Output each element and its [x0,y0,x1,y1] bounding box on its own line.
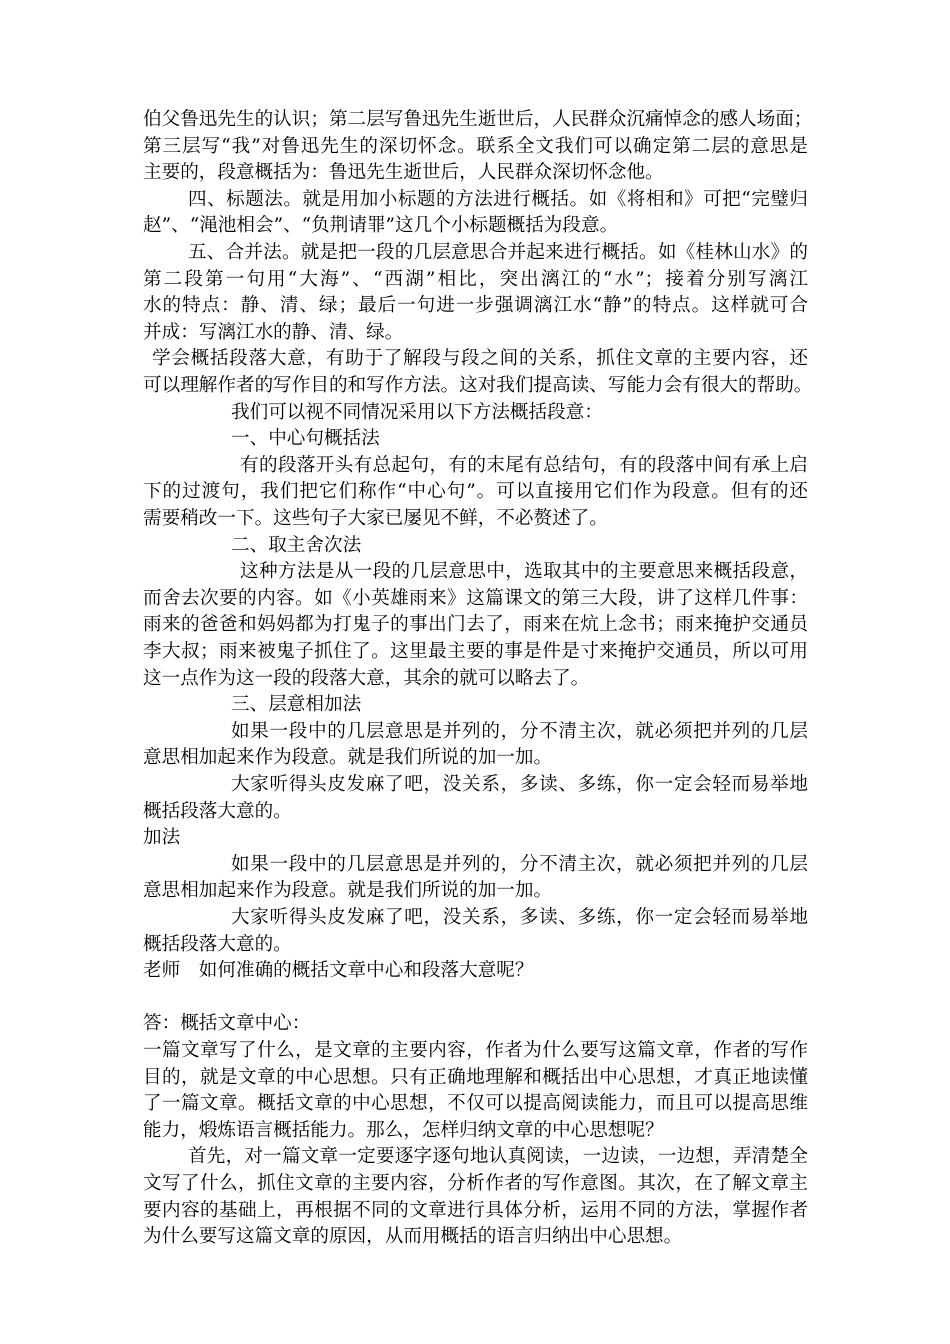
text-line: 这一点作为这一段的段落大意，其余的就可以略去了。 [143,667,590,689]
text-line: 意思相加起来作为段意。就是我们所说的加一加。 [143,747,553,769]
text-line: 概括段落大意的。 [143,800,292,822]
text-line: 大家听得头皮发麻了吧，没关系，多读、多练，你一定会轻而易举地 [231,774,808,795]
text-line: 一、中心句概括法 [231,428,380,450]
text-line: 目的，就是文章的中心思想。只有正确地理解和概括出中心思想，才真正地读懂 [143,1066,808,1088]
text-line: 大家听得头皮发麻了吧，没关系，多读、多练，你一定会轻而易举地 [231,907,808,928]
text-line: 为什么要写这篇文章的原因，从而用概括的语言归纳出中心思想。 [143,1226,683,1248]
text-line: 如果一段中的几层意思是并列的，分不清主次，就必须把并列的几层 [231,853,808,875]
text-line: 五、合并法。就是把一段的几层意思合并起来进行概括。如《桂林山水》的 [188,242,808,263]
text-line: 水的特点：静、清、绿；最后一句进一步强调漓江水“静”的特点。这样就可合 [143,295,808,317]
text-line: 首先，对一篇文章一定要逐字逐句地认真阅读，一边读，一边想，弄清楚全 [188,1146,808,1168]
text-line: 需要稍改一下。这些句子大家已屡见不鲜，不必赘述了。 [143,508,608,529]
text-line: 三、层意相加法 [231,694,362,716]
text-line: 李大叔；雨来被鬼子抓住了。这里最主要的事是件是寸来掩护交通员，所以可用 [143,641,808,662]
text-line: 二、取主舍次法 [231,534,362,556]
text-line: 概括段落大意的。 [143,933,292,955]
text-line: 要内容的基础上，再根据不同的文章进行具体分析，运用不同的方法，掌握作者 [143,1199,808,1221]
text-line: 加法 [143,827,181,849]
text-line: 如果一段中的几层意思是并列的，分不清主次，就必须把并列的几层 [231,720,808,742]
text-line: 可以理解作者的写作目的和写作方法。这对我们提高读、写能力会有很大的帮助。 [143,375,813,396]
text-line: 有的段落开头有总起句，有的末尾有总结句，有的段落中间有承上启 [240,454,808,476]
text-line: 下的过渡句，我们把它们称作“中心句”。可以直接用它们作为段意。但有的还 [143,481,808,503]
text-line: 而舍去次要的内容。如《小英雄雨来》这篇课文的第三大段，讲了这样几件事： [143,587,808,609]
text-line: 老师 如何准确的概括文章中心和段落大意呢？ [143,960,534,982]
text-line: 了一篇文章。概括文章的中心思想，不仅可以提高阅读能力，而且可以提高思维 [143,1093,808,1115]
text-line: 第二段第一句用“大海”、“西湖”相比，突出漓江的“水”；接着分别写漓江 [143,268,808,290]
text-line: 能力，煅炼语言概括能力。那么，怎样归纳文章的中心思想呢？ [143,1119,664,1141]
text-line: 赵”、“渑池相会”、“负荆请罪”这几个小标题概括为段意。 [143,215,619,237]
text-line: 意思相加起来作为段意。就是我们所说的加一加。 [143,880,553,902]
text-line [143,985,808,1011]
text-line: 伯父鲁迅先生的认识；第二层写鲁迅先生逝世后，人民群众沉痛悼念的感人场面； [143,109,813,130]
text-line: 并成：写漓江水的静、清、绿。 [143,321,404,343]
text-line: 主要的，段意概括为：鲁迅先生逝世后，人民群众深切怀念他。 [143,162,664,184]
text-line: 我们可以视不同情况采用以下方法概括段意： [231,401,603,423]
text-line: 这种方法是从一段的几层意思中，选取其中的主要意思来概括段意， [240,561,808,583]
text-line: 答：概括文章中心： [143,1013,311,1035]
text-line: 一篇文章写了什么，是文章的主要内容，作者为什么要写这篇文章，作者的写作 [143,1040,808,1061]
text-line: 学会概括段落大意，有助于了解段与段之间的关系，抓住文章的主要内容，还 [152,348,808,370]
text-line: 文写了什么，抓住文章的主要内容，分析作者的写作意图。其次，在了解文章主 [143,1173,808,1194]
text-line: 第三层写“我”对鲁迅先生的深切怀念。联系全文我们可以确定第二层的意思是 [143,135,808,157]
text-line: 雨来的爸爸和妈妈都为打鬼子的事出门去了，雨来在炕上念书；雨来掩护交通员 [143,614,808,636]
text-line: 四、标题法。就是用加小标题的方法进行概括。如《将相和》可把“完璧归 [188,188,808,210]
